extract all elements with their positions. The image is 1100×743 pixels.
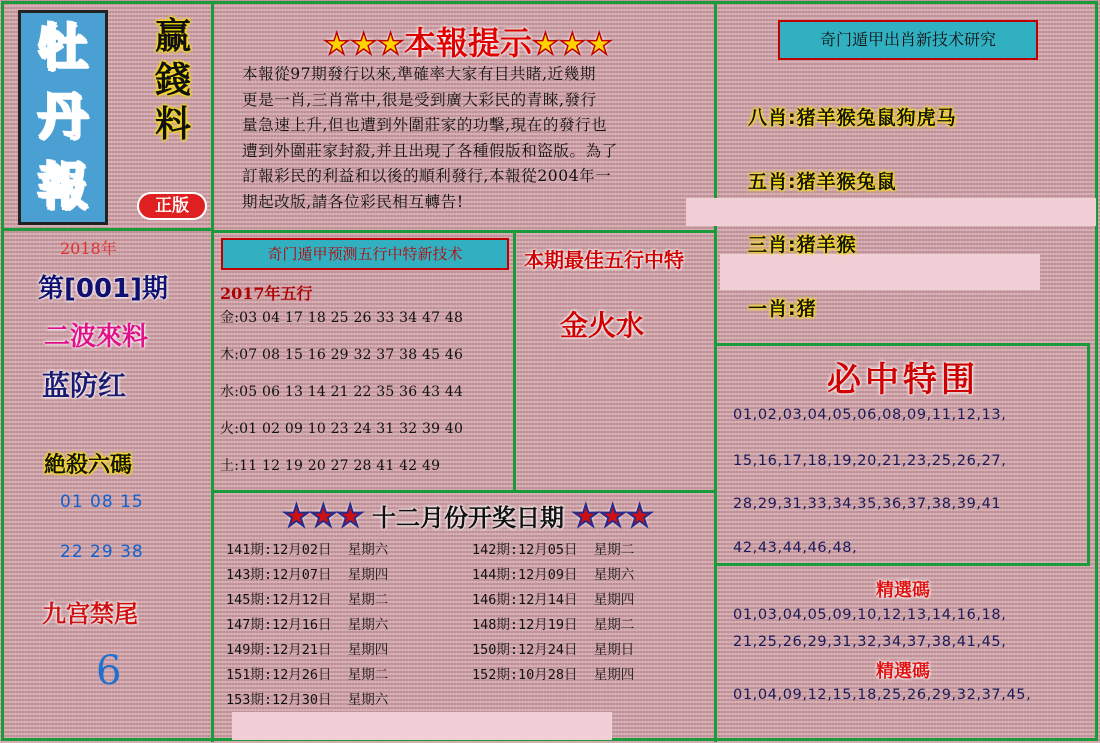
five-elements-row: 火:01 02 09 10 23 24 31 32 39 40 <box>220 421 464 437</box>
zodiac-box-title: 奇门遁甲出肖新技术研究 <box>778 20 1038 60</box>
draw-date-entry: 145期:12月12日 星期二 <box>226 592 389 608</box>
blank-patch <box>720 254 1040 290</box>
selected-numbers-row: 01,04,09,12,15,18,25,26,29,32,37,45, <box>733 687 1032 703</box>
notice-line: 期起改版,請各位彩民相互轉告! <box>242 192 464 211</box>
slogan-char: 料 <box>154 103 191 145</box>
must-hit-row: 01,02,03,04,05,06,08,09,11,12,13, <box>733 407 1007 423</box>
zodiac-five: 五肖:猪羊猴兔鼠 <box>748 171 897 193</box>
draw-date-entry: 147期:12月16日 星期六 <box>226 617 389 633</box>
divider-left <box>211 2 214 742</box>
best-element-title: 本期最佳五行中特 <box>524 248 684 272</box>
notice-line: 訂報彩民的利益和以後的順利發行,本報從2004年一 <box>242 167 612 185</box>
slogan-char: 錢 <box>154 59 191 101</box>
kill-six-row: 22 29 38 <box>60 542 144 562</box>
draw-date-entry: 149期:12月21日 星期四 <box>226 642 389 658</box>
draw-date-entry: 151期:12月26日 星期二 <box>226 667 389 683</box>
star-icon: ★★★ <box>323 27 404 62</box>
star-icon: ★★★ <box>532 27 613 62</box>
draw-date-entry: 141期:12月02日 星期六 <box>226 542 389 558</box>
draw-date-entry: 143期:12月07日 星期四 <box>226 567 389 583</box>
must-hit-title: 必中特围 <box>827 360 979 400</box>
logo-char: 丹 <box>38 88 88 147</box>
calendar-title-text: 十二月份开奖日期 <box>372 504 564 532</box>
notice-line: 本報從97期發行以來,準確率大家有目共睹,近幾期 <box>242 65 596 83</box>
selected-numbers-row: 21,25,26,29,31,32,34,37,38,41,45, <box>733 634 1007 650</box>
draw-date-entry: 148期:12月19日 星期二 <box>472 617 635 633</box>
zodiac-eight: 八肖:猪羊猴兔鼠狗虎马 <box>748 107 957 129</box>
selected-numbers-title: 精選碼 <box>876 580 930 601</box>
must-hit-row: 15,16,17,18,19,20,21,23,25,26,27, <box>733 453 1007 469</box>
star-icon: ★★★ <box>572 499 654 534</box>
divider-mid-top <box>212 230 716 233</box>
five-elements-row: 木:07 08 15 16 29 32 37 38 45 46 <box>220 347 464 363</box>
year-label: 2018年 <box>60 239 117 258</box>
draw-date-entry: 142期:12月05日 星期二 <box>472 542 635 558</box>
kill-six-title: 絶殺六碼 <box>44 453 133 478</box>
divider-left-top <box>2 228 214 231</box>
color-tip: 蓝防红 <box>42 369 127 402</box>
draw-date-entry: 153期:12月30日 星期六 <box>226 692 389 708</box>
nine-palace-title: 九宫禁尾 <box>42 600 138 628</box>
divider-mid-center <box>513 230 516 492</box>
notice-body <box>242 62 697 215</box>
wave-tip: 二波來料 <box>44 322 149 352</box>
notice-title <box>308 18 628 64</box>
genuine-badge: 正版 <box>137 192 207 220</box>
draw-date-entry: 150期:12月24日 星期日 <box>472 642 635 658</box>
draw-date-entry: 144期:12月09日 星期六 <box>472 567 635 583</box>
slogan-char: 赢 <box>154 16 191 57</box>
logo-char: 報 <box>38 158 88 217</box>
selected-numbers-row: 01,03,04,05,09,10,12,13,14,16,18, <box>733 607 1007 623</box>
selected-numbers-title: 精選碼 <box>876 661 930 682</box>
notice-line: 更是一肖,三肖常中,很是受到廣大彩民的青睞,發行 <box>242 90 597 109</box>
zodiac-three: 三肖:猪羊猴 <box>748 234 857 256</box>
blank-patch <box>232 712 612 740</box>
best-element-value: 金火水 <box>560 309 645 342</box>
five-elements-row: 金:03 04 17 18 25 26 33 34 47 48 <box>220 310 464 326</box>
must-hit-row: 28,29,31,33,34,35,36,37,38,39,41 <box>733 496 1002 512</box>
zodiac-one: 一肖:猪 <box>748 298 817 320</box>
star-icon: ★★★ <box>282 499 364 534</box>
logo <box>18 10 108 225</box>
five-elements-box-title: 奇门遁甲预测五行中特新技术 <box>221 238 509 270</box>
notice-line: 量急速上升,但也遭到外圍莊家的功擊,現在的發行也 <box>242 116 608 134</box>
divider-right-1 <box>714 343 1090 346</box>
calendar-title <box>226 498 710 534</box>
five-elements-row: 土:11 12 19 20 27 28 41 42 49 <box>220 458 441 474</box>
five-elements-row: 水:05 06 13 14 21 22 35 36 43 44 <box>220 384 464 400</box>
notice-title-text: 本報提示 <box>403 24 532 62</box>
five-elements-year-title: 2017年五行 <box>220 284 313 303</box>
blank-patch <box>686 198 1096 226</box>
divider-right <box>714 2 717 742</box>
nine-palace-value: 6 <box>96 648 122 694</box>
draw-date-entry: 146期:12月14日 星期四 <box>472 592 635 608</box>
kill-six-row: 01 08 15 <box>60 492 144 512</box>
issue-number: 第[001]期 <box>38 274 169 304</box>
divider-right-2 <box>714 563 1090 566</box>
notice-line: 遭到外圍莊家封殺,并且出現了各種假版和盜版。為了 <box>242 141 618 160</box>
must-hit-row: 42,43,44,46,48, <box>733 540 858 556</box>
draw-date-entry: 152期:10月28日 星期四 <box>472 667 635 683</box>
divider-mid-bottom <box>212 490 716 493</box>
logo-char: 牡 <box>38 18 88 77</box>
slogan <box>148 18 198 143</box>
